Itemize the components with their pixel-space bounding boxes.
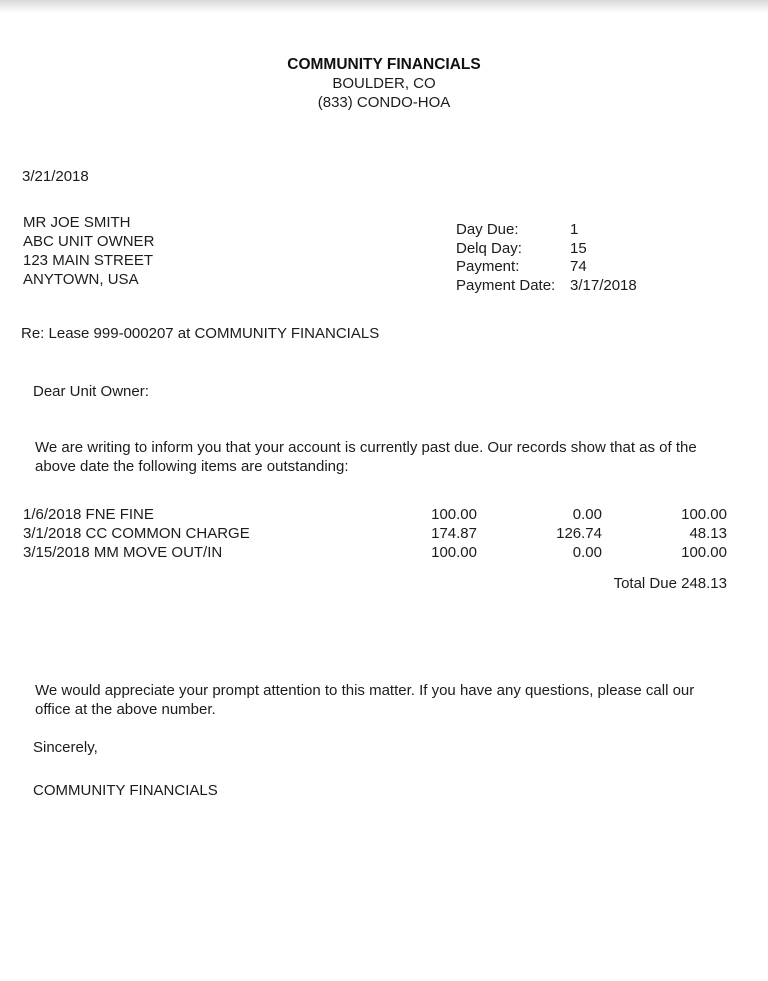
letterhead-city: BOULDER, CO (332, 75, 436, 92)
charge-description: 3/15/2018 MM MOVE OUT/IN (23, 544, 223, 561)
info-row-delq-day (456, 240, 637, 259)
info-row-payment (456, 258, 637, 277)
body-paragraph-line-1: We are writing to inform you that your account is currently past due. Our records show that as of the (35, 439, 697, 456)
payment-date-label: Payment Date: (456, 276, 556, 294)
recipient-city: ANYTOWN, USA (23, 271, 139, 288)
page-top-shadow (0, 0, 768, 13)
table-row (0, 544, 768, 563)
recipient-address (23, 213, 154, 289)
charge-paid: 0.00 (572, 506, 602, 523)
charge-amount: 174.87 (431, 525, 477, 542)
closing-paragraph-line-2: office at the above number. (35, 701, 216, 718)
letter-date: 3/21/2018 (22, 168, 89, 185)
letterhead-phone: (833) CONDO-HOA (317, 94, 451, 111)
recipient-unit: ABC UNIT OWNER (23, 233, 155, 250)
payment-value: 74 (570, 258, 587, 275)
total-due: Total Due 248.13 (613, 575, 727, 592)
recipient-name: MR JOE SMITH (23, 214, 131, 231)
body-paragraph-line-2: above date the following items are outstanding: (35, 458, 349, 475)
info-row-day-due (456, 221, 637, 240)
signoff: Sincerely, (33, 739, 98, 756)
table-row (0, 525, 768, 544)
recipient-street: 123 MAIN STREET (23, 252, 154, 269)
charge-description: 3/1/2018 CC COMMON CHARGE (23, 525, 250, 542)
delq-day-value: 15 (570, 239, 587, 257)
letterhead-company: COMMUNITY FINANCIALS (287, 56, 481, 73)
charge-balance: 100.00 (681, 506, 727, 523)
charge-description: 1/6/2018 FNE FINE (23, 506, 154, 523)
info-row-payment-date (456, 277, 637, 296)
signature-company: COMMUNITY FINANCIALS (33, 782, 218, 799)
charge-paid: 126.74 (556, 525, 602, 542)
closing-paragraph (35, 681, 694, 719)
day-due-value: 1 (570, 221, 579, 238)
payment-date-value: 3/17/2018 (570, 276, 637, 294)
re-subject-line: Re: Lease 999-000207 at COMMUNITY FINANCIALS (21, 325, 380, 342)
salutation: Dear Unit Owner: (33, 383, 149, 400)
day-due-label: Day Due: (456, 221, 519, 238)
charges-table (0, 506, 768, 563)
charge-amount: 100.00 (431, 544, 477, 561)
charge-paid: 0.00 (572, 544, 602, 561)
charge-balance: 48.13 (689, 525, 727, 542)
payment-label: Payment: (456, 258, 520, 275)
delq-day-label: Delq Day: (456, 239, 522, 257)
table-row (0, 506, 768, 525)
letterhead (0, 55, 768, 112)
account-info-block (456, 221, 637, 295)
charge-balance: 100.00 (681, 544, 727, 561)
charge-amount: 100.00 (431, 506, 477, 523)
body-paragraph (35, 438, 697, 476)
closing-paragraph-line-1: We would appreciate your prompt attention to this matter. If you have any questions, please call our (35, 682, 695, 699)
